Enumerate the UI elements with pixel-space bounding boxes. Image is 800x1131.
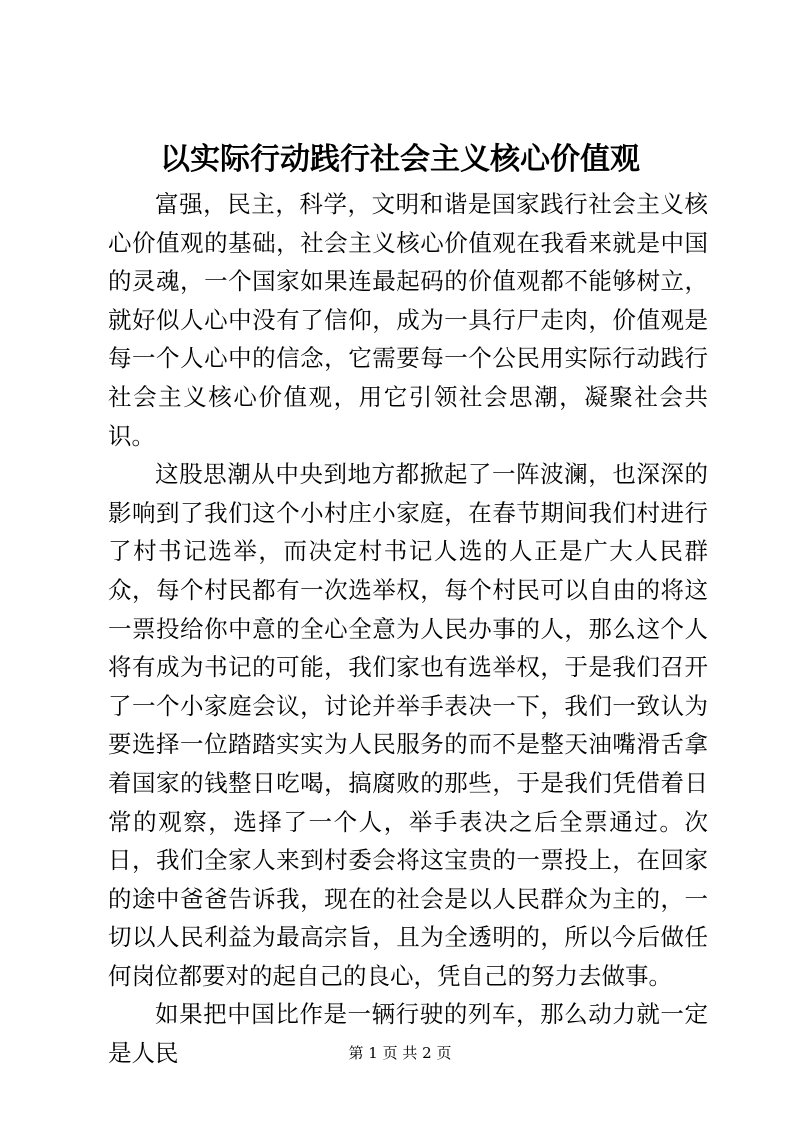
document-title: 以实际行动践行社会主义核心价值观 — [160, 142, 640, 177]
body-paragraph-1: 富强，民主，科学，文明和谐是国家践行社会主义核心价值观的基础，社会主义核心价值观在我看来就是中国的灵魂，一个国家如果连最起码的价值观都不能够树立，就好似人心中没有了信仰，成为一具行尸走肉，价值观是每一个人心中的信念，它需要每一个公民用实际行动践行社会主义核心价值观，用它引领社会思潮，凝聚社会共识。 — [108, 190, 708, 450]
document-body — [108, 185, 708, 1073]
body-paragraph-2: 这股思潮从中央到地方都掀起了一阵波澜，也深深的影响到了我们这个小村庄小家庭，在春节期间我们村进行了村书记选举，而决定村书记人选的人正是广大人民群众，每个村民都有一次选举权，每个村民可以自由的将这一票投给你中意的全心全意为人民办事的人，那么这个人将有成为书记的可能，我们家也有选举权，于是我们召开了一个小家庭会议，讨论并举手表决一下，我们一致认为要选择一位踏踏实实为人民服务的而不是整天油嘴滑舌拿着国家的钱整日吃喝，搞腐败的那些，于是我们凭借着日常的观察，选择了一个人，举手表决之后全票通过。次日，我们全家人来到村委会将这宝贵的一票投上，在回家的途中爸爸告诉我，现在的社会是以人民群众为主的，一切以人民利益为最高宗旨，且为全透明的，所以今后做任何岗位都要对的起自己的良心，凭自己的努力去做事。 — [108, 460, 708, 990]
page-footer: 第 1 页 共 2 页 — [348, 1044, 452, 1062]
body-paragraph-3: 如果把中国比作是一辆行驶的列车，那么动力就一定是人民 — [108, 1000, 708, 1068]
